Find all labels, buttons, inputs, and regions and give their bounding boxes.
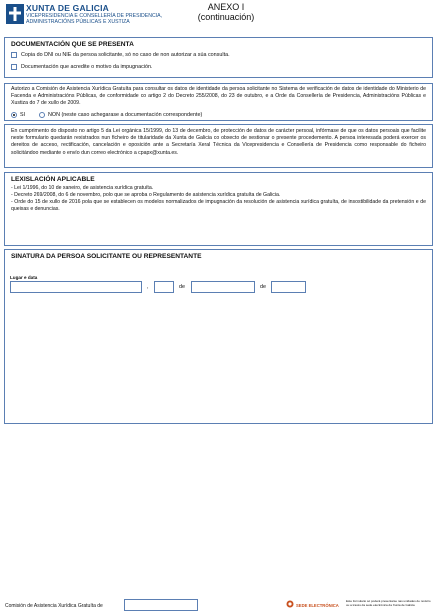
legislation-section [4, 172, 433, 246]
legislation-item: - Decreto 269/2008, do 6 de novembro, polo que se aproba o Regulamento de asistencia xurídica gratuíta de Galicia. [11, 192, 281, 198]
annex-subtitle: (continuación) [197, 12, 255, 22]
authorization-section [4, 83, 433, 121]
dni-copy-label: Copia do DNI ou NIE da persoa solicitante, só no caso de non autorizar a súa consulta. [21, 52, 230, 58]
authorize-yes-label: SI [20, 112, 26, 118]
legislation-item: - Orde do 15 de xullo de 2016 pola que se establecen os modelos normalizados de impugnación da resolución de asistencia xurídica gratuíta, de insostibilidade da pretensión e de queixas e denuncias. [11, 199, 426, 213]
impugnation-doc-checkbox[interactable] [11, 64, 17, 70]
data-protection-text: En cumprimento do disposto no artigo 5 da Lei orgánica 15/1999, do 13 de decembro, de protección de datos de carácter persoal, infórmase de que os datos persoais que facilite neste formulario quedarán rexistrados nun ficheiro de titularidade da Xunta de Galicia co obxecto de xestionar o presente procedemento. A persoa interesada poderá exercer os dereitos de acceso, rectificación, cancelación e oposición ante a Secretaría Xeral Técnica da Vicepresidencia e Consellería de Presidencia como responsable do ficheiro solicitándoo mediante o envío dun correo electrónico a cpapx@xunta.es. [11, 128, 426, 156]
sede-info-text [346, 600, 436, 607]
place-date-label: Lugar e data [10, 275, 38, 280]
xunta-logo-icon [6, 4, 24, 24]
sede-electronica-label: SEDE ELECTRÓNICA [296, 603, 339, 608]
signature-title: SINATURA DA PERSOA SOLICITANTE OU REPRESENTANTE [11, 253, 202, 260]
commission-label: Comisión de Asistencia Xurídica Gratuíta de [5, 603, 103, 609]
authorize-no-label: NON (neste caso achegarase a documentación correspondente) [48, 112, 203, 118]
legislation-title: LEXISLACIÓN APLICABLE [11, 176, 95, 183]
sede-logo-icon [286, 600, 294, 608]
signature-section [4, 249, 433, 424]
documentation-section [4, 37, 433, 78]
year-input[interactable] [271, 281, 306, 293]
authorization-text: Autorizo a Comisión de Asistencia Xurídica Gratuíta para consultar os datos de identidade da persoa solicitante no Sistema de verificación de datos de identidade do Ministerio de Facenda e Administracións Públicas, de conformidade co artigo 2 do Decreto 255/2008, do 23 de outubro, e a Orde da Consellería de Presidencia, Administracións Públicas e Xustiza do 7 de xullo de 2009. [11, 86, 426, 107]
commission-input[interactable] [124, 599, 198, 611]
annex-title: ANEXO I [207, 2, 245, 12]
dni-copy-checkbox[interactable] [11, 52, 17, 58]
annex-header [196, 2, 256, 22]
month-input[interactable] [191, 281, 255, 293]
sede-info-line-2: ou a través da sede electrónica da Xunta de Galicia [346, 602, 415, 607]
legislation-item: - Lei 1/1996, do 10 de xaneiro, de asistencia xurídica gratuíta. [11, 185, 154, 191]
org-name: XUNTA DE GALICIA [26, 3, 110, 13]
impugnation-doc-label: Documentación que acredite o motivo da impugnación. [21, 64, 153, 70]
data-protection-section [4, 124, 433, 168]
de-separator: de [179, 284, 185, 290]
sede-info-line-1: Este formulario só poderá presentarse nas unidades de rexistro [346, 599, 431, 603]
authorize-yes-radio[interactable] [11, 112, 17, 118]
place-input[interactable] [10, 281, 142, 293]
day-input[interactable] [154, 281, 174, 293]
comma-separator: , [147, 284, 149, 290]
authorize-no-radio[interactable] [39, 112, 45, 118]
org-department: VICEPRESIDENCIA E CONSELLERÍA DE PRESIDENCIA, ADMINISTRACIÓNS PÚBLICAS E XUSTIZA [26, 13, 163, 25]
documentation-title: DOCUMENTACIÓN QUE SE PRESENTA [11, 41, 134, 48]
de-separator: de [260, 284, 266, 290]
